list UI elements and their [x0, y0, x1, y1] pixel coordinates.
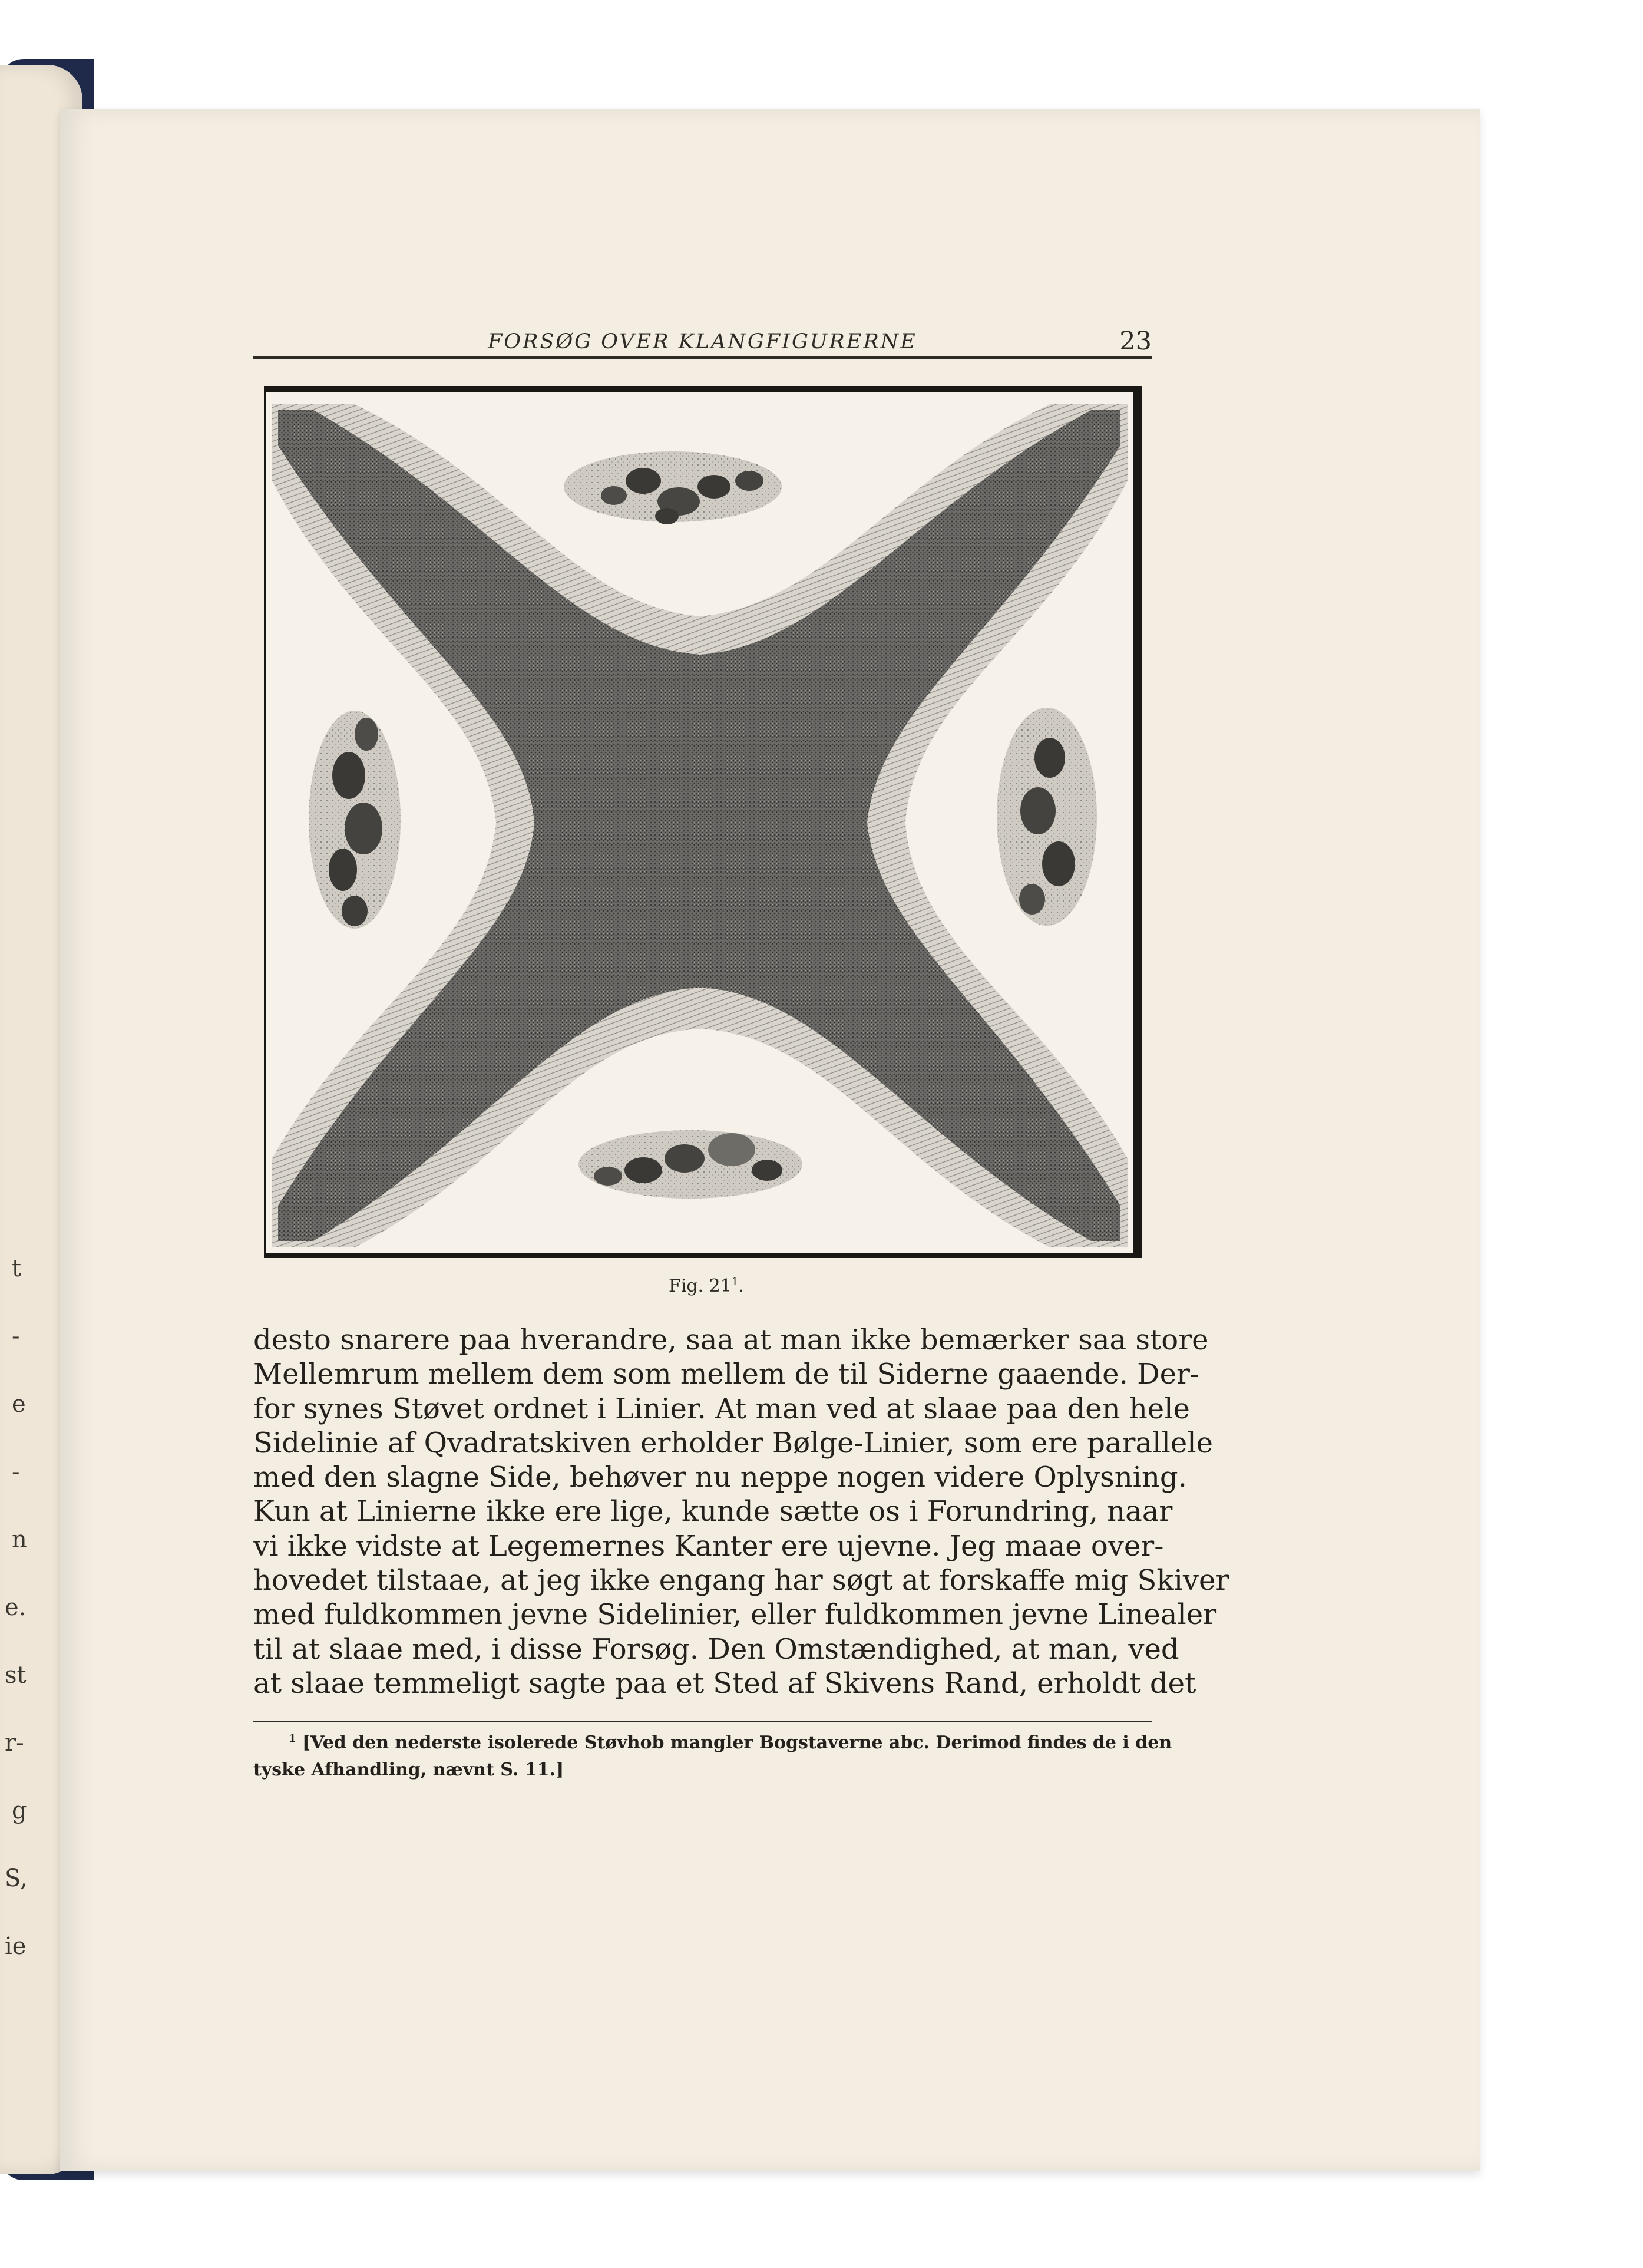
header-rule — [253, 356, 1152, 359]
dust-heap-left — [309, 711, 401, 929]
text-line: Kun at Linierne ikke ere lige, kunde sætte os i Forundring, naar — [253, 1495, 1173, 1528]
figure-caption-text: Fig. 21 — [669, 1276, 732, 1296]
left-page-fragment: e. — [5, 1594, 27, 1621]
left-page-fragment: - — [12, 1323, 20, 1350]
text-line: til at slaae med, i disse Forsøg. Den Omstændighed, at man, ved — [253, 1632, 1179, 1666]
left-page-fragment: g — [12, 1797, 27, 1824]
text-line: med den slagne Side, behøver nu neppe nogen videre Oplysning. — [253, 1461, 1187, 1494]
left-page-fragment: r- — [5, 1729, 24, 1757]
dust-heap-bottom — [578, 1130, 802, 1199]
text-line: Sidelinie af Qvadratskiven erholder Bølge-Linier, som ere parallele — [253, 1426, 1213, 1460]
left-page-fragment: ie — [5, 1933, 27, 1960]
footnote-line-1 — [253, 1729, 1172, 1757]
running-title: FORSØG OVER KLANGFIGURERNE — [488, 330, 917, 354]
figure-caption-period: . — [738, 1276, 744, 1296]
page-number: 23 — [1119, 326, 1152, 356]
text-line: med fuldkommen jevne Sidelinier, eller fuldkommen jevne Linealer — [253, 1598, 1217, 1632]
text-line: vi ikke vidste at Legemernes Kanter ere ujevne. Jeg maae over- — [253, 1529, 1164, 1563]
footnote-line-2: tyske Afhandling, nævnt S. 11.] — [253, 1759, 564, 1780]
chladni-figure-illustration — [266, 392, 1133, 1253]
left-page-fragment: e — [12, 1391, 26, 1418]
figure-caption — [669, 1276, 744, 1296]
left-page-fragment: st — [5, 1662, 27, 1689]
text-line: desto snarere paa hverandre, saa at man ikke bemærker saa store — [253, 1323, 1209, 1356]
footnote-marker: 1 — [289, 1732, 296, 1745]
text-line: at slaae temmeligt sagte paa et Sted af Skivens Rand, erholdt det — [253, 1666, 1196, 1700]
figure-caption-footnote-marker: 1 — [731, 1276, 739, 1288]
dust-heap-right — [997, 708, 1097, 926]
left-page-fragment: - — [12, 1458, 20, 1485]
left-page-fragment: S, — [5, 1865, 28, 1892]
text-line: Mellemrum mellem dem som mellem de til Siderne gaaende. Der- — [253, 1358, 1200, 1391]
body-text — [253, 1323, 1229, 1701]
left-page-fragment: t — [12, 1255, 22, 1282]
text-line: for synes Støvet ordnet i Linier. At man ved at slaae paa den hele — [253, 1392, 1190, 1425]
footnote-text-1: [Ved den nederste isolerede Støvhob mangler Bogstaverne abc. Derimod findes de i den — [302, 1732, 1172, 1753]
figure-21 — [264, 386, 1142, 1258]
footnote-rule — [253, 1721, 1152, 1722]
footnote — [253, 1729, 1172, 1784]
left-page-fragment: n — [12, 1526, 27, 1553]
text-line: hovedet tilstaae, at jeg ikke engang har søgt at forskaffe mig Skiver — [253, 1564, 1229, 1597]
